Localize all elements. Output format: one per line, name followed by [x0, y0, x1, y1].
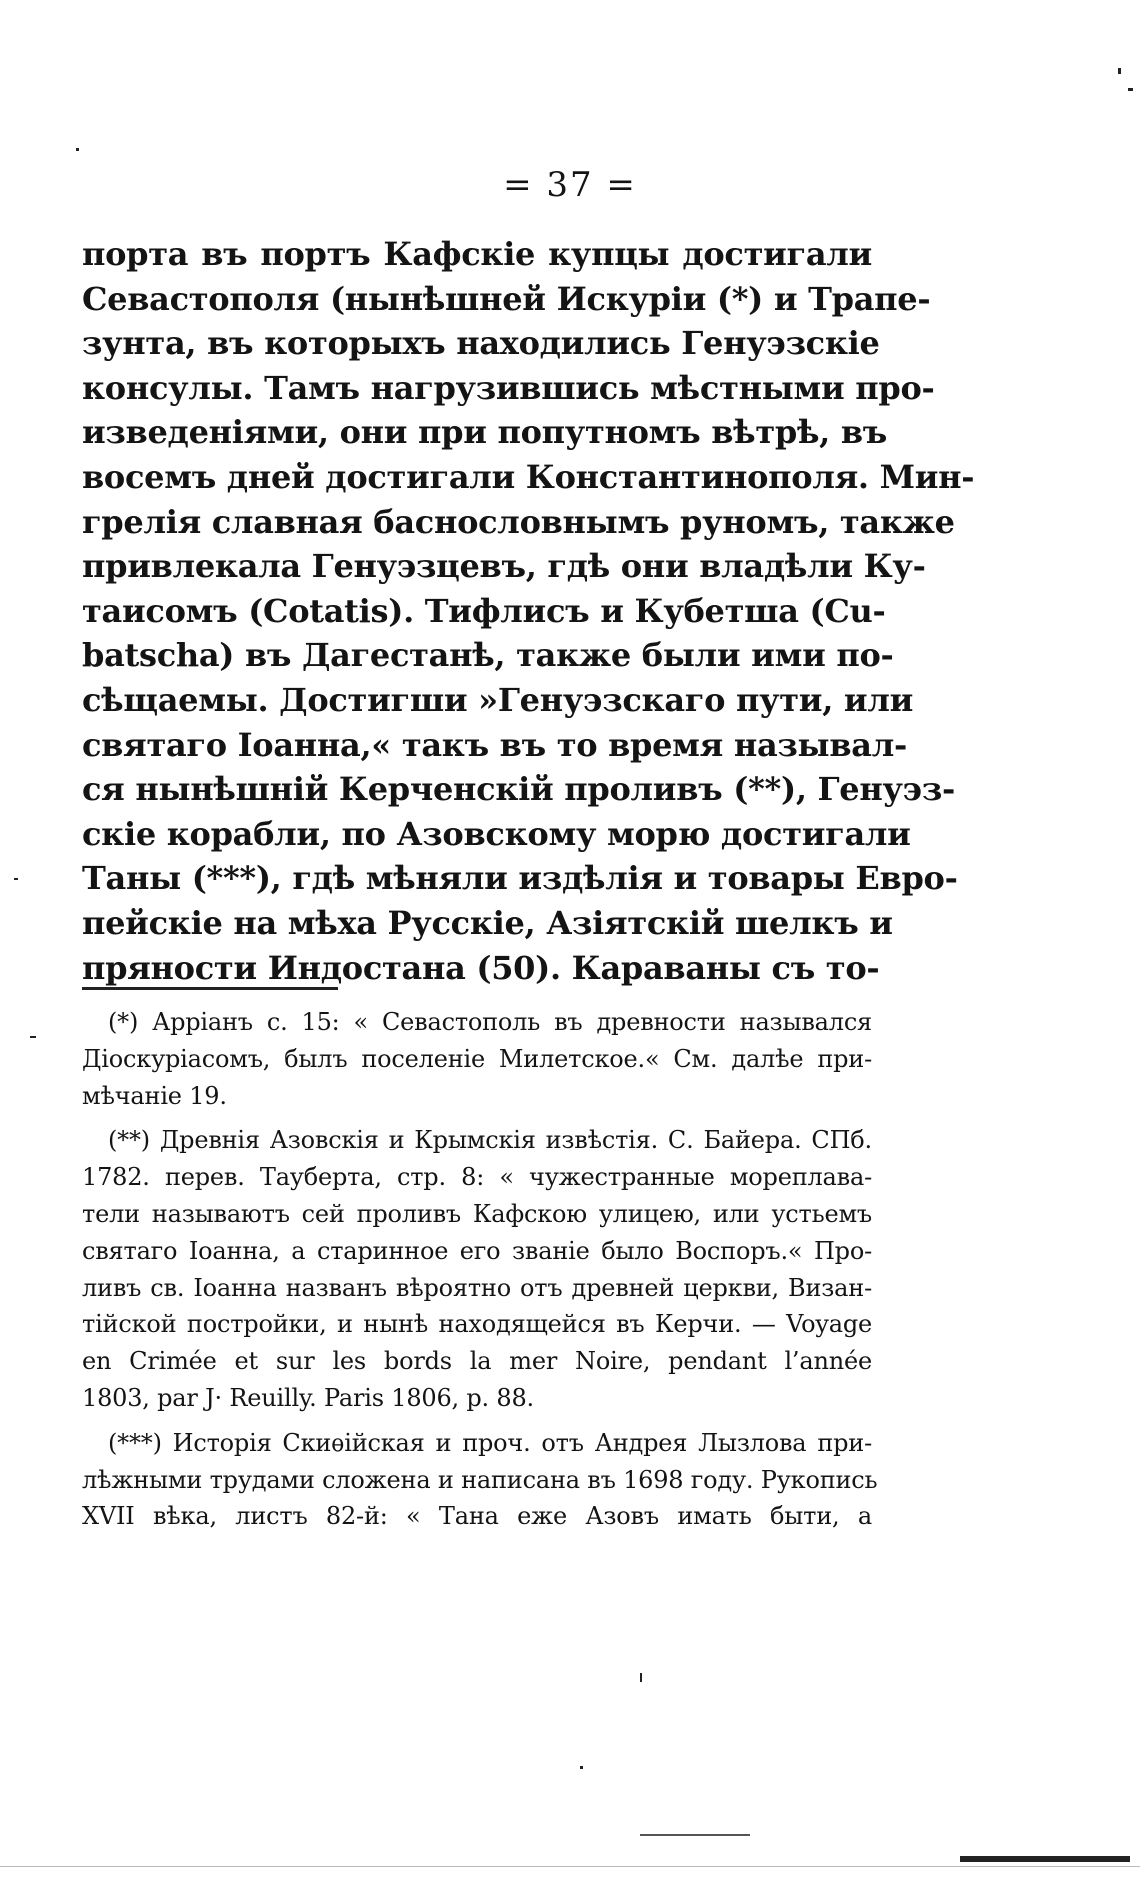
footnote-2-line: en Crimée et sur les bords la mer Noire, pendant l’année [82, 1347, 872, 1376]
text-line: грелія славная баснословнымъ руномъ, также [82, 502, 955, 541]
text-line: консулы. Тамъ нагрузившись мѣстными про- [82, 368, 935, 407]
text-line: batscha) въ Дагестанѣ, также были ими по- [82, 636, 894, 675]
text-line: таисомъ (Cotatis). Тифлисъ и Кубетша (Cu- [82, 591, 886, 630]
scan-speck [960, 1856, 1130, 1862]
text-line: порта въ портъ Кафскіе купцы достигали [82, 235, 872, 273]
footnote-3-line: лѣжными трудами сложена и написана въ 1698 году. Рукопись [82, 1465, 878, 1494]
footnote-2-line: 1803, par J· Reuilly. Paris 1806, p. 88. [82, 1383, 534, 1412]
text-line: привлекала Генуэзцевъ, гдѣ они владѣли Ку- [82, 547, 926, 586]
footnote-2-line: 1782. перев. Тауберта, стр. 8: « чужестранные мореплава- [82, 1163, 872, 1192]
footnote-1-line: мѣчаніе 19. [82, 1081, 227, 1110]
scan-speck [30, 1036, 36, 1038]
footnotes [82, 1004, 878, 1535]
text-line: изведеніями, они при попутномъ вѣтрѣ, въ [82, 413, 888, 452]
footnote-2-line: тели называютъ сей проливъ Кафскою улицею, или устьемъ [82, 1199, 872, 1228]
main-text [82, 232, 975, 990]
scan-speck [640, 1834, 750, 1836]
text-line: ся нынѣшній Керченскій проливъ (**), Генуэз- [82, 770, 955, 809]
text-line: пряности Индостана (50). Караваны съ то- [82, 948, 880, 987]
footnote-2-line: тійской постройки, и нынѣ находящейся въ Керчи. — Voyage [82, 1310, 872, 1339]
footnote-2-line: ливъ св. Іоанна названъ вѣроятно отъ древней церкви, Визан- [82, 1273, 872, 1302]
text-line: зунта, въ которыхъ находились Генуэзскіе [82, 324, 880, 363]
footnote-3-line: (***) Исторія Скиѳійская и проч. отъ Андрея Лызлова при- [108, 1428, 872, 1457]
text-line: пейскіе на мѣха Русскіе, Азіятскій шелкъ и [82, 903, 893, 942]
text-line: Севастополя (нынѣшней Искуріи (*) и Трапе- [82, 279, 931, 318]
footnote-separator [82, 987, 338, 990]
footnote-3-line: XVII вѣка, листъ 82-й: « Тана еже Азовъ имать быти, а [82, 1502, 872, 1531]
text-line: восемъ дней достигали Константинополя. Мин- [82, 457, 975, 496]
footnote-1-line: (*) Арріанъ с. 15: « Севастополь въ древности назывался [108, 1008, 872, 1036]
footnote-1-line: Діоскуріасомъ, былъ поселеніе Милетское.« См. далѣе при- [82, 1044, 872, 1073]
text-line: святаго Іоанна,« такъ въ то время называл- [82, 725, 907, 764]
scan-speck [1118, 68, 1121, 74]
text-line: сѣщаемы. Достигши »Генуэзскаго пути, или [82, 680, 914, 719]
page-number: = 37 = [503, 165, 637, 205]
scan-speck [580, 1766, 583, 1769]
text-line: скіе корабли, по Азовскому морю достигали [82, 814, 911, 853]
scan-speck [1128, 88, 1133, 91]
scan-speck [76, 148, 79, 151]
footnote-2-line: святаго Іоанна, а старинное его званіе было Воспоръ.« Про- [82, 1236, 872, 1265]
text-line: Таны (***), гдѣ мѣняли издѣлія и товары Евро- [82, 859, 958, 898]
scan-speck [14, 878, 18, 880]
footnote-2-line: (**) Древнія Азовскія и Крымскія извѣстія. С. Байера. СПб. [108, 1126, 872, 1155]
scan-speck [640, 1673, 642, 1682]
scan-speck [0, 1866, 1140, 1867]
